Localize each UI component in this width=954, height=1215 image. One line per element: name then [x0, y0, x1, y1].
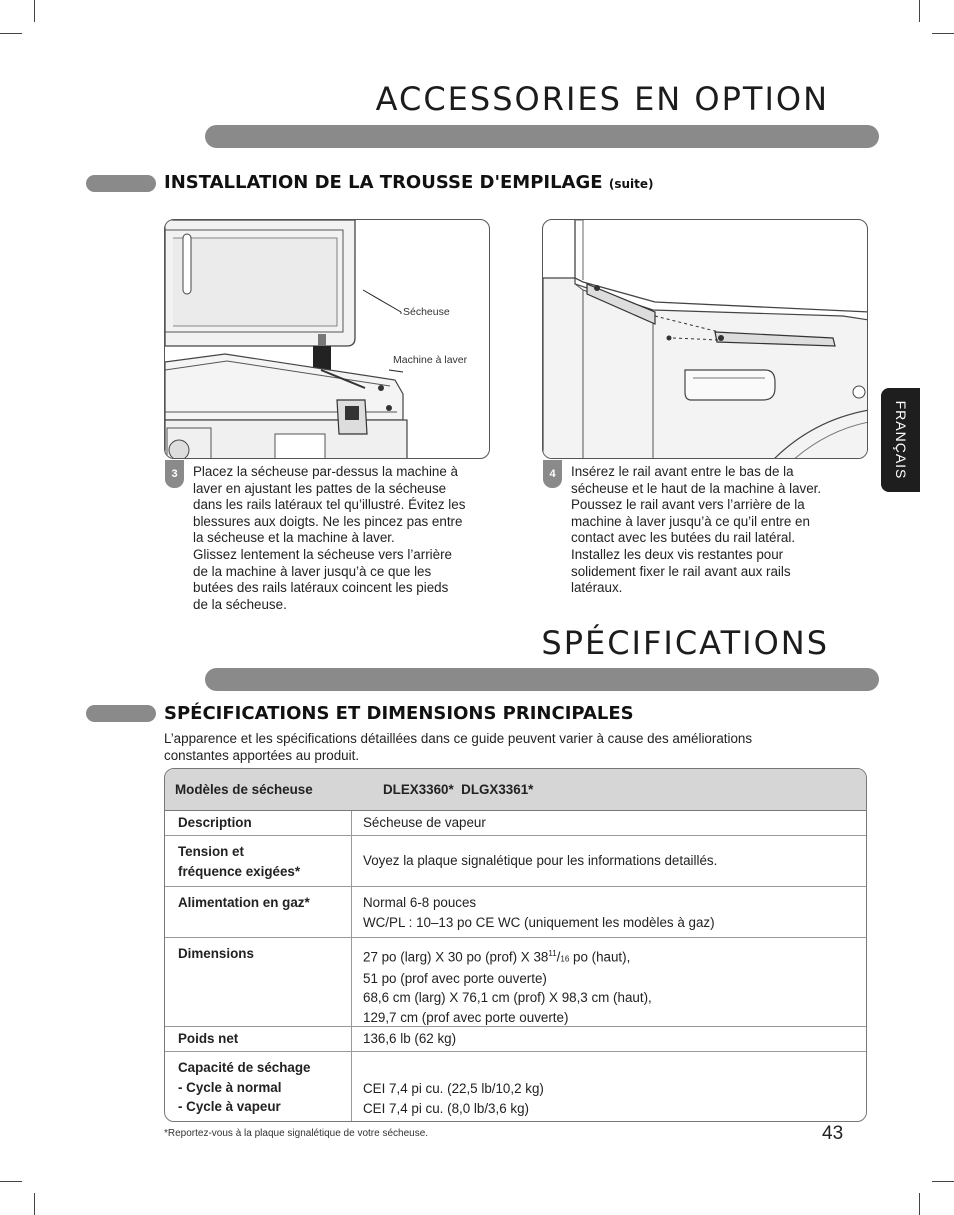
row-value: 136,6 lb (62 kg) [363, 1031, 457, 1046]
table-row [165, 836, 866, 887]
text-line: Installez les deux vis restantes pour [571, 546, 784, 562]
dimension-text: 27 po (larg) X 30 po (prof) X 38 [363, 949, 549, 965]
text-line: Poussez le rail avant vers l’arrière de la [571, 497, 805, 513]
row-label: Alimentation en gaz* [165, 887, 352, 937]
step-4-text [571, 464, 871, 597]
row-label: Dimensions [165, 938, 352, 1026]
section-pill [86, 705, 156, 722]
row-value: Sécheuse de vapeur [363, 815, 486, 830]
step-3-text [193, 464, 493, 613]
value-line: Voyez la plaque signalétique pour les informations detaillés. [363, 853, 718, 869]
header-label: Modèles de sécheuse [175, 782, 313, 797]
text-line: de la sécheuse. [193, 596, 287, 612]
section-pill [86, 175, 156, 192]
label-line: - Cycle à normal [178, 1079, 282, 1095]
row-value [352, 836, 866, 886]
text-line: laver en ajustant les pattes de la sécheuse [193, 480, 447, 496]
section-heading-text: INSTALLATION DE LA TROUSSE D'EMPILAGE [164, 172, 603, 193]
table-row [165, 1027, 866, 1052]
text-line: la sécheuse et la machine à laver. [193, 530, 395, 546]
value-line: WC/PL : 10–13 po CE WC (uniquement les modèles à gaz) [363, 914, 715, 930]
value-line: CEI 7,4 pi cu. (8,0 lb/3,6 kg) [363, 1100, 529, 1116]
text-line: L’apparence et les spécifications détaillées dans ce guide peuvent varier à cause des améliorations [164, 731, 753, 746]
dryer-on-washer-illustration [165, 220, 490, 459]
crop-mark [919, 1193, 920, 1215]
language-tab [881, 388, 920, 492]
table-row [165, 938, 866, 1027]
section-heading-suffix: (suite) [608, 177, 654, 191]
value-line: 68,6 cm (larg) X 76,1 cm (prof) X 98,3 cm (haut), [363, 990, 652, 1006]
fraction-numerator: 11 [548, 949, 557, 958]
fraction-slash: / [556, 949, 561, 965]
crop-mark [0, 33, 22, 34]
crop-mark [932, 33, 954, 34]
label-washer: Machine à laver [393, 354, 468, 366]
text-line: solidement fixer le rail avant aux rails [571, 563, 791, 579]
value-line: Normal 6-8 pouces [363, 895, 477, 910]
label-line: - Cycle à vapeur [178, 1099, 281, 1114]
row-value [352, 887, 866, 937]
text-line: de la machine à laver jusqu’à ce que les [193, 563, 432, 579]
header-models: DLEX3360* DLGX3361* [383, 782, 534, 797]
step-number-3: 3 [165, 460, 184, 488]
page-number: 43 [822, 1123, 844, 1144]
dimension-text: po (haut), [569, 949, 631, 965]
table-row [165, 1052, 866, 1122]
row-label: Description [165, 811, 352, 835]
text-line: butées des rails latéraux coincent les pieds [193, 580, 449, 596]
text-line: Insérez le rail avant entre le bas de la [571, 464, 794, 479]
crop-mark [34, 1193, 35, 1215]
text-line: Glissez lentement la sécheuse vers l’arrière [193, 546, 452, 562]
row-label [165, 1052, 352, 1122]
label-line: Tension et [178, 844, 244, 859]
table-row [165, 811, 866, 836]
spec-table [164, 768, 867, 1122]
page-title-accessories: ACCESSORIES EN OPTION [375, 80, 829, 118]
text-line: latéraux. [571, 580, 623, 596]
text-line: blessures aux doigts. Ne les pincez pas entre [193, 513, 463, 529]
row-label: Poids net [165, 1027, 352, 1051]
specs-intro [164, 731, 824, 764]
row-label [165, 836, 352, 886]
crop-mark [0, 1181, 22, 1182]
fraction-denominator: 16 [560, 954, 570, 964]
table-row [165, 887, 866, 938]
text-line: Placez la sécheuse par-dessus la machine à [193, 464, 458, 479]
spec-table-header [165, 769, 866, 811]
value-line: CEI 7,4 pi cu. (22,5 lb/10,2 kg) [363, 1081, 544, 1096]
figure-step-3 [164, 219, 490, 459]
label-line: Capacité de séchage [178, 1060, 311, 1075]
text-line: dans les rails latéraux tel qu’illustré. Évitez les [193, 497, 466, 513]
title-bar [205, 125, 879, 148]
value-line: 51 po (prof avec porte ouverte) [363, 970, 547, 986]
text-line: constantes apportées au produit. [164, 747, 360, 763]
footnote: *Reportez-vous à la plaque signalétique de votre sécheuse. [164, 1128, 429, 1139]
crop-mark [919, 0, 920, 22]
title-bar [205, 668, 879, 691]
text-line: contact avec les butées du rail latéral. [571, 530, 796, 546]
label-dryer: Sécheuse [403, 306, 450, 318]
row-value [352, 938, 866, 1026]
text-line: sécheuse et le haut de la machine à laver. [571, 480, 822, 496]
section-heading-stacking-kit [164, 172, 654, 193]
crop-mark [34, 0, 35, 22]
crop-mark [932, 1181, 954, 1182]
label-line: fréquence exigées* [178, 863, 301, 879]
section-heading-specs: SPÉCIFICATIONS ET DIMENSIONS PRINCIPALES [164, 703, 634, 724]
language-tab-label: FRANÇAIS [892, 400, 909, 480]
step-number-4: 4 [543, 460, 562, 488]
text-line: machine à laver jusqu’à ce qu’il entre en [571, 513, 810, 529]
page-title-specifications: SPÉCIFICATIONS [541, 624, 829, 662]
value-line: 129,7 cm (prof avec porte ouverte) [363, 1009, 569, 1025]
value-line [363, 944, 856, 969]
row-value [352, 1052, 866, 1122]
figure-step-4 [542, 219, 868, 459]
front-rail-illustration [543, 220, 868, 459]
